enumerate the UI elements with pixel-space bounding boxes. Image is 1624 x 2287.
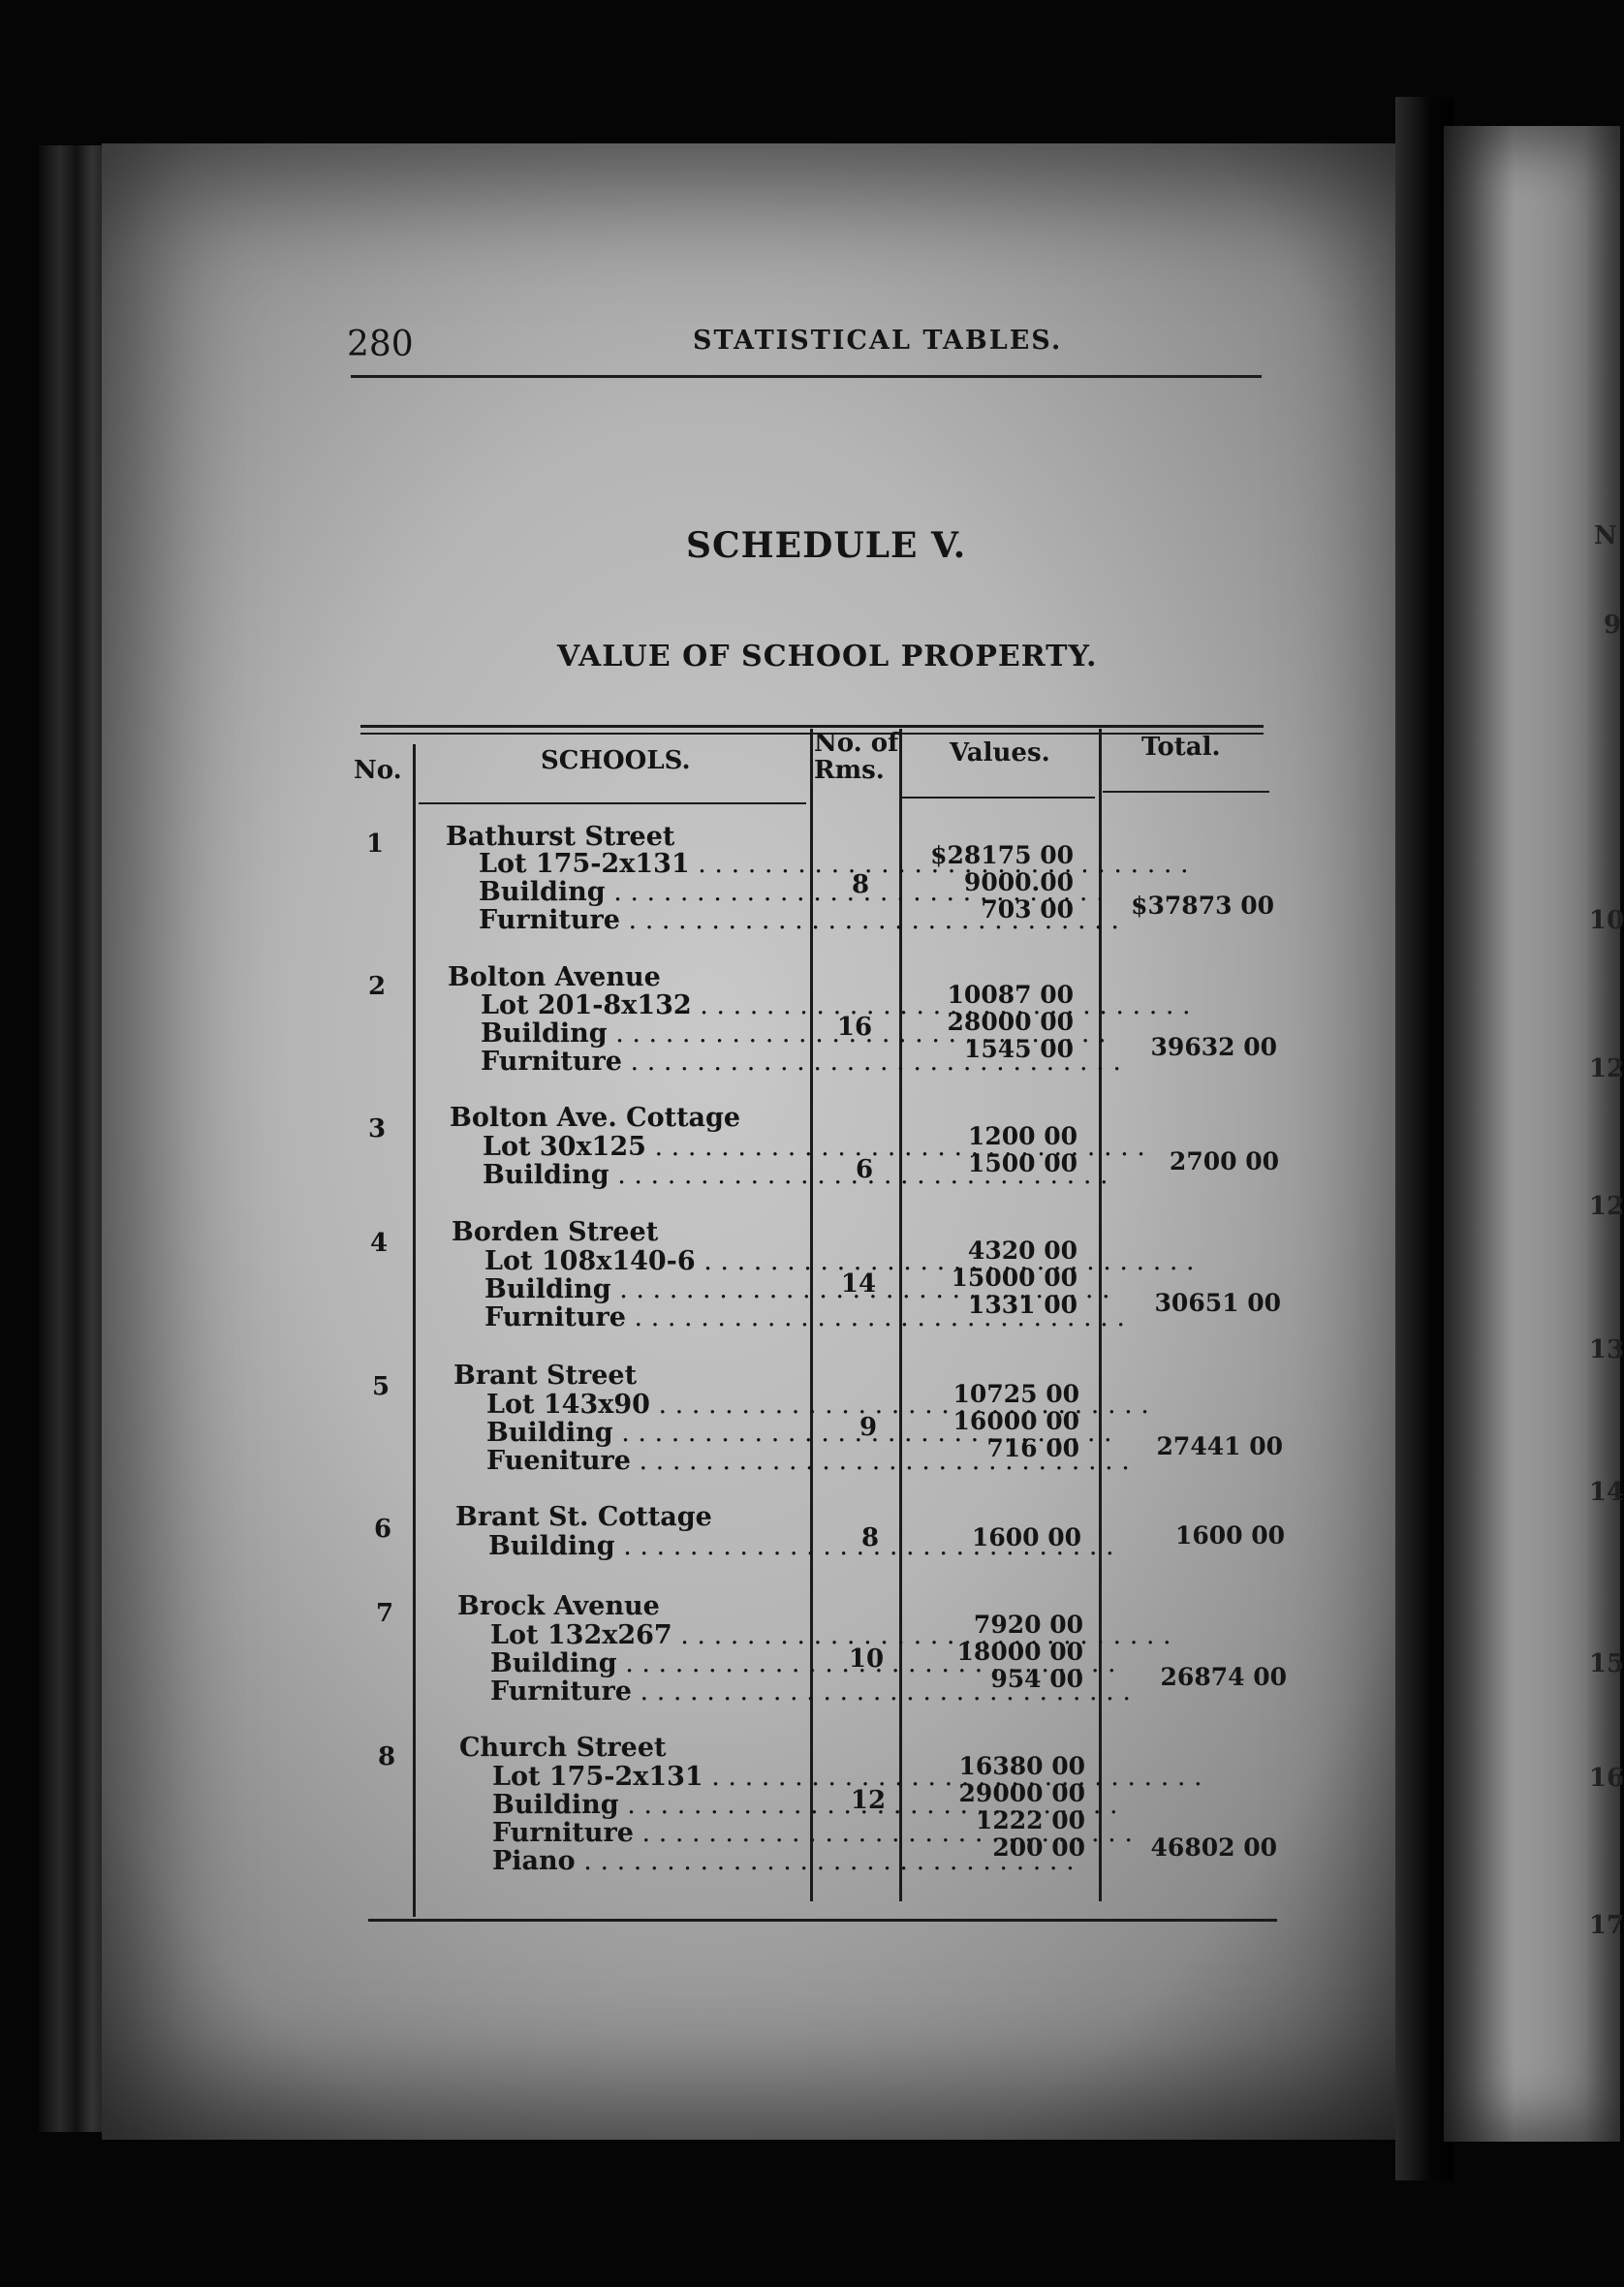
room-count: 16 [836, 1013, 873, 1042]
school-name: Bathurst Street [446, 822, 675, 852]
school-total: 1600 00 [1174, 1521, 1285, 1550]
property-value: 1200 00 [967, 1122, 1077, 1150]
header-underline [901, 797, 1095, 799]
school-total: 30651 00 [1154, 1289, 1281, 1317]
header-total: Total. [1141, 733, 1221, 762]
property-item: Furniture . . . [490, 1676, 849, 1707]
property-value: 1331 00 [967, 1291, 1077, 1319]
room-count: 8 [851, 870, 870, 899]
column-rule [413, 744, 416, 1917]
school-name: Borden Street [452, 1217, 659, 1247]
schedule-title: SCHEDULE V. [686, 525, 967, 566]
next-page-fragment: 9 [1604, 611, 1622, 640]
next-page-fragment: 13 [1589, 1335, 1624, 1364]
property-item: Building . . . [492, 1790, 851, 1820]
property-item: Fueniture . . . [486, 1446, 845, 1476]
property-item: Furniture . . . [492, 1818, 851, 1848]
property-value: 16380 00 [958, 1752, 1085, 1780]
property-item: Building . . . [481, 1018, 839, 1049]
next-page-fragment: 14 [1589, 1478, 1624, 1507]
property-value: 28000 00 [947, 1008, 1074, 1036]
property-value: 29000 00 [958, 1779, 1085, 1807]
room-count: 12 [850, 1786, 887, 1815]
next-page-fragment: 10 [1589, 906, 1624, 935]
property-item: Building . . . [488, 1531, 847, 1561]
header-rule [351, 375, 1262, 378]
next-page-fragment: 12 [1589, 1192, 1624, 1221]
header-rooms-line2: Rms. [814, 756, 885, 785]
property-item: Building . . . [479, 877, 837, 907]
table-subtitle: VALUE OF SCHOOL PROPERTY. [557, 640, 1098, 674]
property-item: Piano . . . [492, 1846, 851, 1876]
header-values: Values. [950, 738, 1050, 768]
property-item: Building . . . [484, 1274, 843, 1304]
property-item: Furniture . . . [484, 1302, 843, 1332]
property-item: Lot 175-2x131 . . . [492, 1762, 851, 1792]
row-number: 1 [366, 830, 385, 859]
header-schools: SCHOOLS. [541, 746, 691, 775]
property-value: 716 00 [986, 1434, 1079, 1462]
property-item: Lot 143x90 . . . [486, 1390, 845, 1420]
property-value: $28175 00 [930, 841, 1074, 869]
school-total: 2700 00 [1169, 1147, 1279, 1175]
running-head: STATISTICAL TABLES. [693, 326, 1063, 356]
table-bottom-rule [368, 1919, 1277, 1922]
property-item: Building . . . [486, 1418, 845, 1448]
property-value: 703 00 [981, 895, 1074, 924]
school-name: Bolton Avenue [448, 962, 661, 992]
property-item: Lot 175-2x131 . . . [479, 849, 837, 879]
header-underline [1103, 791, 1269, 793]
room-count: 10 [848, 1645, 885, 1674]
property-value: 1600 00 [971, 1523, 1081, 1551]
property-value: 15000 00 [951, 1264, 1077, 1292]
property-value: 16000 00 [953, 1407, 1079, 1435]
property-value: 954 00 [990, 1665, 1083, 1693]
property-value: 1545 00 [963, 1035, 1074, 1063]
room-count: 6 [855, 1155, 874, 1184]
next-page-fragment: 16 [1589, 1764, 1624, 1793]
row-number: 8 [378, 1742, 396, 1771]
table-top-rule [360, 725, 1264, 728]
property-item: Lot 30x125 . . . [483, 1132, 841, 1162]
row-number: 2 [368, 972, 387, 1001]
school-name: Church Street [459, 1733, 667, 1763]
row-number: 6 [374, 1515, 392, 1544]
school-total: $37873 00 [1131, 892, 1274, 920]
room-count: 8 [860, 1523, 880, 1552]
row-number: 4 [370, 1229, 389, 1258]
property-value: 4320 00 [967, 1237, 1077, 1265]
property-item: Building . . . [490, 1648, 849, 1678]
property-item: Lot 108x140-6 . . . [484, 1246, 843, 1276]
property-value: 18000 00 [956, 1638, 1083, 1666]
property-value: 1222 00 [975, 1806, 1085, 1834]
room-count: 14 [840, 1269, 877, 1299]
property-value: 7920 00 [973, 1611, 1083, 1639]
property-value: 1500 00 [967, 1149, 1077, 1177]
property-value: 200 00 [992, 1833, 1085, 1862]
property-value: 10087 00 [947, 981, 1074, 1009]
header-rooms-line1: No. of [814, 729, 899, 758]
property-item: Furniture . . . [479, 905, 837, 935]
next-page-fragment: 12 [1589, 1054, 1624, 1083]
property-item: Furniture . . . [481, 1047, 839, 1077]
school-total: 27441 00 [1156, 1432, 1283, 1460]
header-no: No. [354, 756, 402, 785]
property-value: 9000.00 [963, 868, 1074, 896]
school-name: Brant Street [453, 1361, 638, 1391]
property-item: Lot 201-8x132 . . . [481, 990, 839, 1020]
next-page-fragment: N [1594, 521, 1617, 550]
next-page-edge [1444, 126, 1624, 2142]
school-total: 46802 00 [1150, 1833, 1277, 1862]
header-underline [419, 802, 806, 804]
property-value: 10725 00 [953, 1380, 1079, 1408]
row-number: 5 [372, 1372, 390, 1401]
school-total: 39632 00 [1150, 1033, 1277, 1061]
school-name: Bolton Ave. Cottage [450, 1103, 741, 1133]
row-number: 3 [368, 1114, 387, 1144]
school-name: Brock Avenue [457, 1591, 660, 1621]
property-item: Lot 132x267 . . . [490, 1620, 849, 1650]
page-number: 280 [347, 325, 414, 364]
row-number: 7 [376, 1599, 394, 1628]
next-page-fragment: 17 [1589, 1911, 1624, 1940]
school-name: Brant St. Cottage [455, 1502, 712, 1532]
room-count: 9 [859, 1413, 878, 1442]
property-item: Building . . . [483, 1160, 841, 1190]
next-page-fragment: 15 [1589, 1649, 1624, 1678]
school-total: 26874 00 [1160, 1663, 1287, 1691]
